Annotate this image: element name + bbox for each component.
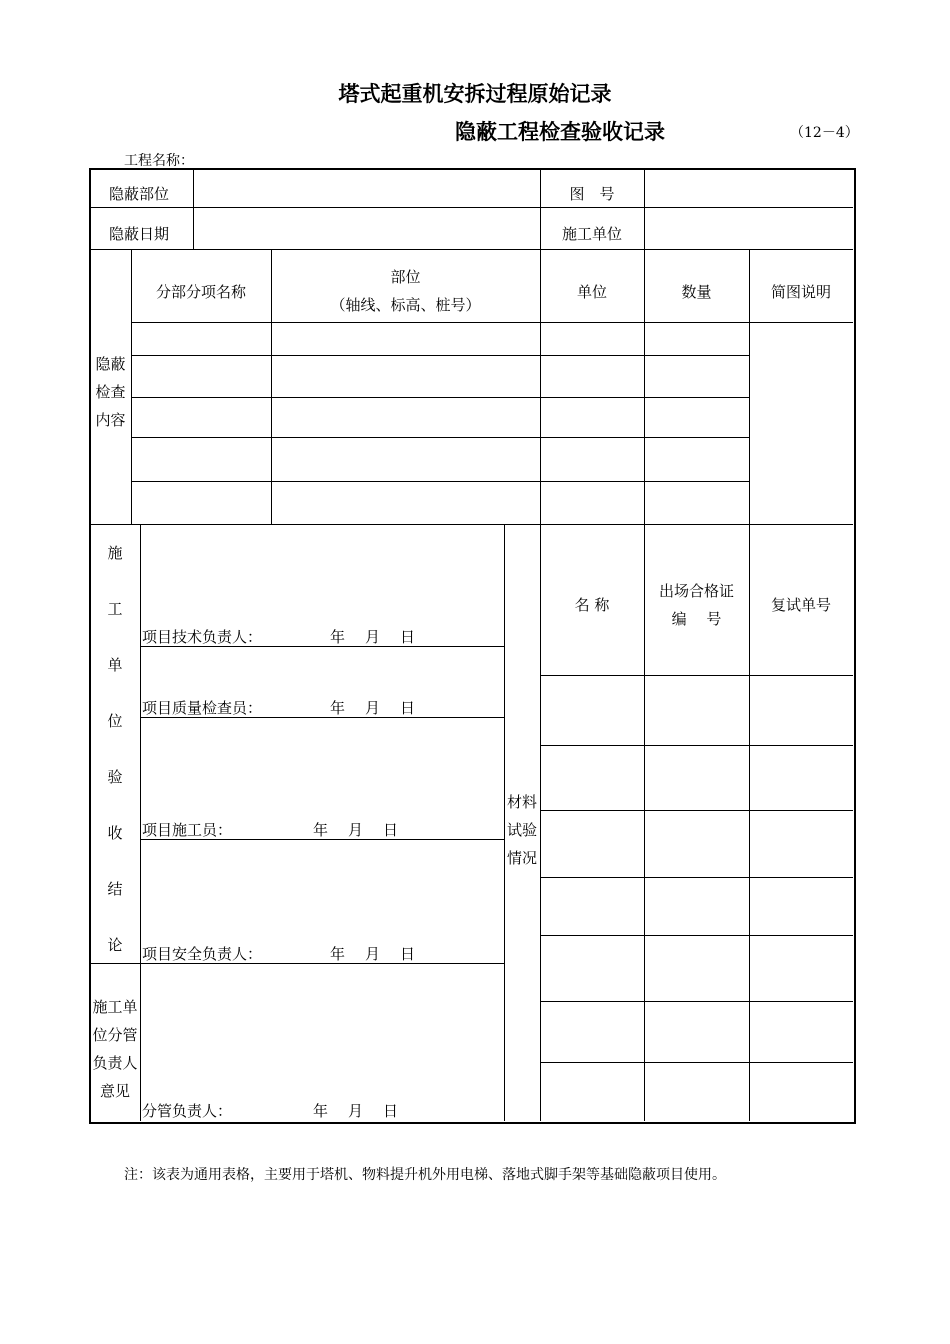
col-location-detail: （轴线、标高、桩号） bbox=[330, 296, 481, 314]
date-technical-lead[interactable]: 年 月 日 bbox=[330, 628, 416, 646]
col-certificate-line2: 编 号 bbox=[671, 610, 722, 628]
col-certificate-line1: 出场合格证 bbox=[658, 582, 734, 600]
signer-technical-lead: 项目技术负责人： bbox=[142, 628, 263, 646]
col-material-name: 名 称 bbox=[574, 596, 610, 614]
col-retest-no: 复试单号 bbox=[770, 596, 831, 614]
drawing-no-label: 图 号 bbox=[569, 185, 615, 203]
page-title: 塔式起重机安拆过程原始记录 bbox=[338, 82, 612, 106]
footnote: 注：该表为通用表格，主要用于塔机、物料提升机外用电梯、落地式脚手架等基础隐蔽项目使用。 bbox=[124, 1167, 726, 1183]
content-section-label: 隐蔽 检查 内容 bbox=[95, 355, 126, 429]
construction-unit-field[interactable] bbox=[646, 209, 852, 248]
date-safety-lead[interactable]: 年 月 日 bbox=[330, 945, 416, 963]
col-quantity: 数量 bbox=[681, 283, 712, 301]
hidden-date-label: 隐蔽日期 bbox=[109, 225, 170, 243]
drawing-no-field[interactable] bbox=[646, 170, 852, 206]
project-name-label: 工程名称： bbox=[124, 153, 194, 169]
hidden-part-label: 隐蔽部位 bbox=[109, 185, 170, 203]
signer-manager: 分管负责人： bbox=[142, 1102, 233, 1120]
form-code: （12－4） bbox=[790, 125, 859, 141]
date-quality-inspector[interactable]: 年 月 日 bbox=[330, 699, 416, 717]
hidden-date-field[interactable] bbox=[195, 209, 539, 248]
col-location: 部位 bbox=[390, 268, 421, 286]
material-section-label: 材料 试验 情况 bbox=[506, 793, 537, 867]
signer-safety-lead: 项目安全负责人： bbox=[142, 945, 263, 963]
date-manager[interactable]: 年 月 日 bbox=[313, 1102, 399, 1120]
construction-unit-label: 施工单位 bbox=[561, 225, 622, 243]
col-sketch: 简图说明 bbox=[770, 283, 831, 301]
col-unit: 单位 bbox=[576, 283, 607, 301]
form-subtitle: 隐蔽工程检查验收记录 bbox=[455, 120, 665, 144]
acceptance-section-label: 施 工 单 位 验 收 结 论 bbox=[107, 544, 123, 954]
date-constructor[interactable]: 年 月 日 bbox=[313, 821, 399, 839]
manager-opinion-label: 施工单 位分管 负责人 意见 bbox=[92, 998, 138, 1100]
hidden-part-field[interactable] bbox=[195, 170, 539, 206]
signer-constructor: 项目施工员： bbox=[142, 821, 233, 839]
signer-quality-inspector: 项目质量检查员： bbox=[142, 699, 263, 717]
col-sub-item-name: 分部分项名称 bbox=[155, 283, 246, 301]
